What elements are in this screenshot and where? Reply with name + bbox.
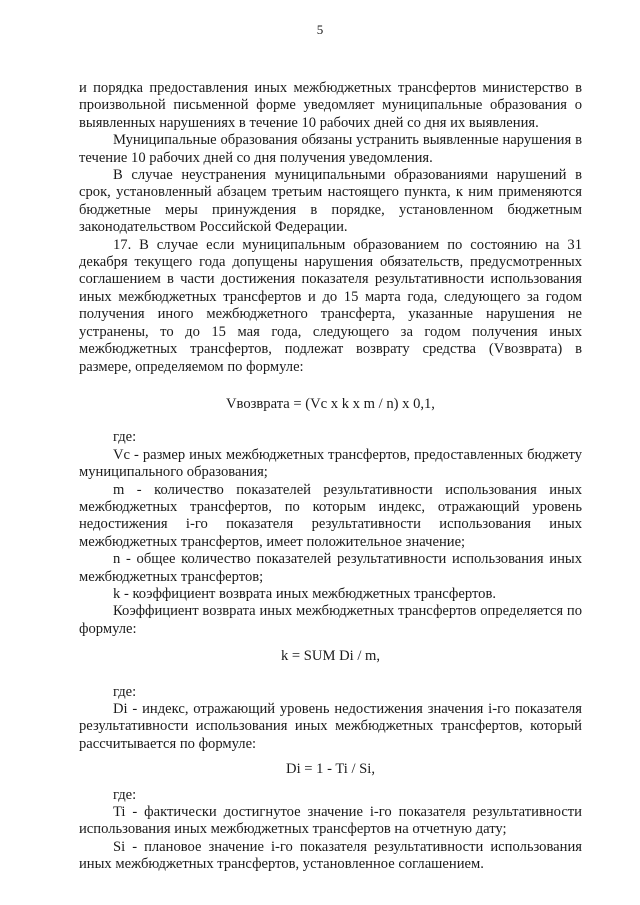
paragraph-continuation: и порядка предоставления иных межбюджетных трансфертов министерство в произвольной письменной форме уведомляет муниципальные образования о выявленных нарушениях в течение 10 рабочих дней со дня их выявления.: [79, 80, 582, 131]
formula-k: k = SUM Di / m,: [280, 648, 381, 665]
definition-si: Si - плановое значение i-го показателя результативности использования иных межбюджетных трансфертов, установленное соглашением.: [79, 838, 582, 873]
paragraph-k-intro: Коэффициент возврата иных межбюджетных трансфертов определяется по формуле:: [79, 603, 582, 637]
formula-refund-volume: Vвозврата = (Vc x k x m / n) x 0,1,: [226, 395, 435, 412]
definition-k: k - коэффициент возврата иных межбюджетных трансфертов.: [113, 585, 496, 602]
formula-di: Di = 1 - Ti / Si,: [286, 761, 375, 778]
definition-vc: Vc - размер иных межбюджетных трансфертов, предоставленных бюджету муниципального образования;: [79, 446, 582, 481]
definition-di: Di - индекс, отражающий уровень недостижения значения i-го показателя результативности использования иных межбюджетных трансфертов, который рассчитывается по формуле:: [79, 701, 582, 752]
page-number: 5: [316, 22, 324, 37]
definition-ti: Ti - фактически достигнутое значение i-го показателя результативности использования иных межбюджетных трансфертов на отчетную дату;: [79, 804, 582, 838]
where-label-2: где:: [113, 683, 137, 700]
document-body: [79, 80, 582, 874]
definition-m: m - количество показателей результативности использования иных межбюджетных трансфертов, по которым индекс, отражающий уровень недостижения i-го показателя результативности использования иных межбюджетных трансфертов, имеет положительное значение;: [79, 481, 582, 550]
paragraph-item-17: 17. В случае если муниципальным образованием по состоянию на 31 декабря текущего года допущены нарушения обязательств, предусмотренных соглашением в части достижения показателя результативности использования иных межбюджетных трансфертов и до 15 марта года, следующего за годом получения иного межбюджетного трансферта, указанные нарушения не устранены, то до 15 мая года, следующего за годом получения иных межбюджетных трансфертов, подлежат возврату средства (Vвозврата) в размере, определяемом по формуле:: [79, 236, 582, 375]
paragraph-deadline: Муниципальные образования обязаны устранить выявленные нарушения в течение 10 рабочих дней со дня получения уведомления.: [79, 132, 582, 166]
where-label-3: где:: [113, 786, 137, 803]
paragraph-enforcement: В случае неустранения муниципальными образованиями нарушений в срок, установленный абзацем третьим настоящего пункта, к ним применяются бюджетные меры принуждения в порядке, установленном бюджетным законодательством Российской Федерации.: [79, 167, 582, 236]
definition-n: n - общее количество показателей результативности использования иных межбюджетных трансфертов;: [79, 551, 582, 585]
where-label-1: где:: [113, 429, 137, 446]
